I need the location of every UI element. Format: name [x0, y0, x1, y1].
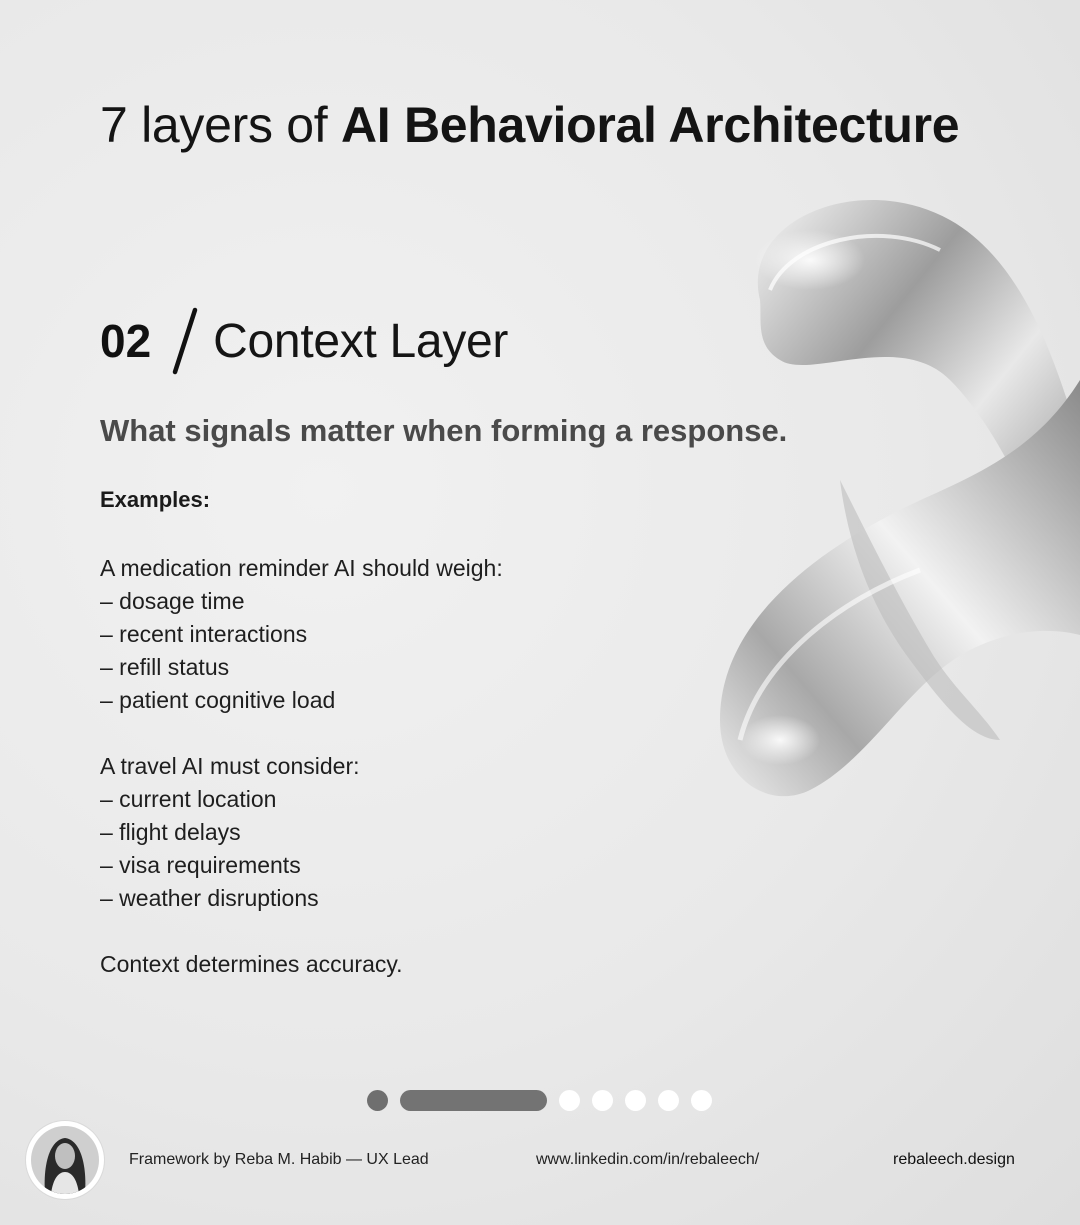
list-item: – weather disruptions: [100, 885, 319, 911]
page-dot[interactable]: [559, 1090, 580, 1111]
layer-heading: [100, 306, 508, 376]
list-item: – recent interactions: [100, 621, 308, 647]
examples-label: Examples:: [100, 487, 211, 512]
examples-body: [100, 552, 503, 981]
page-dot[interactable]: [658, 1090, 679, 1111]
page-dot-active[interactable]: [400, 1090, 547, 1111]
list-item: – current location: [100, 786, 277, 812]
website-link[interactable]: rebaleech.design: [893, 1151, 1015, 1168]
example-intro: A travel AI must consider:: [100, 753, 360, 779]
conclusion-text: Context determines accuracy.: [100, 951, 403, 977]
list-item: – dosage time: [100, 588, 245, 614]
layer-subtitle: What signals matter when forming a response.: [100, 413, 788, 448]
linkedin-link[interactable]: www.linkedin.com/in/rebaleech/: [536, 1151, 760, 1168]
page-dot[interactable]: [592, 1090, 613, 1111]
page-dot[interactable]: [691, 1090, 712, 1111]
title-light: 7 layers of: [100, 97, 341, 153]
title-bold: AI Behavioral Architecture: [340, 97, 960, 153]
avatar: [26, 1121, 104, 1199]
author-photo-icon: [31, 1126, 99, 1194]
spacer: [100, 717, 503, 750]
page-title: [100, 96, 959, 154]
list-item: – patient cognitive load: [100, 687, 336, 713]
slash-divider-icon: [165, 306, 205, 376]
footer-credit: Framework by Reba M. Habib — UX Lead: [129, 1151, 429, 1168]
page-dot[interactable]: [367, 1090, 388, 1111]
spacer: [100, 915, 503, 948]
layer-name: Context Layer: [213, 314, 509, 368]
abstract-3d-ribbon-graphic: [700, 180, 1080, 820]
layer-number: 02: [100, 315, 152, 367]
list-item: – refill status: [100, 654, 230, 680]
example-intro: A medication reminder AI should weigh:: [100, 555, 503, 581]
list-item: – flight delays: [100, 819, 241, 845]
list-item: – visa requirements: [100, 852, 301, 878]
page-dot[interactable]: [625, 1090, 646, 1111]
pagination-dots: [367, 1090, 724, 1111]
